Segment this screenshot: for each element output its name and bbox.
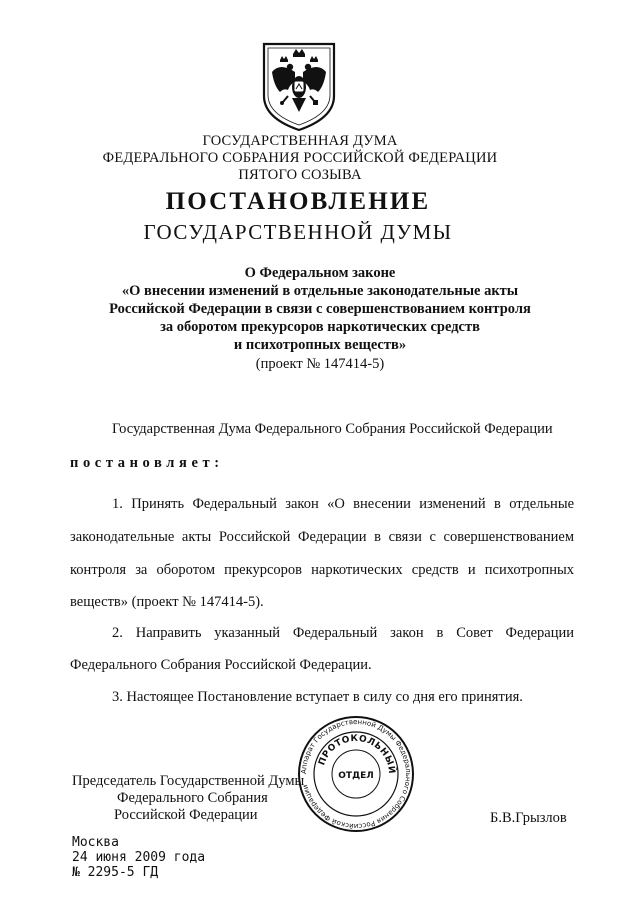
item1-line3: контроля за оборотом прекурсоров наркотических средств и психотропных [70,562,574,578]
signature-position-line1: Председатель Государственной Думы [72,773,305,789]
item3-text: 3. Настоящее Постановление вступает в силу со дня его принятия. [112,689,523,705]
header-line-convocation: ПЯТОГО СОЗЫВА [238,167,362,183]
subject-line-2: «О внесении изменений в отдельные законодательные акты [121,283,519,299]
stamp-middle-text: ПРОТОКОЛЬНЫЙ [317,733,397,775]
stamp-center-text: ОТДЕЛ [338,771,374,781]
item2-line2: Федерального Собрания Российской Федерации. [70,657,372,673]
footer-number: № 2295-5 ГД [72,865,159,880]
subject-line-4: за оборотом прекурсоров наркотических средств [160,319,480,335]
signature-position-line2: Федерального Собрания [117,790,268,806]
decrees-text: постановляет: [70,455,224,471]
signatory-name: Б.В.Грызлов [490,810,567,826]
header-line-assembly: ФЕДЕРАЛЬНОГО СОБРАНИЯ РОССИЙСКОЙ ФЕДЕРАЦИИ [102,150,498,166]
footer-city: Москва [72,835,119,850]
item1-line4: веществ» (проект № 147414-5). [70,594,264,610]
coat-of-arms-icon [258,40,340,134]
stamp-outer-text: Аппарат Государственной Думы Федерального Собрания Российской Федерации [299,717,413,831]
subject-project-number: (проект № 147414-5) [255,356,385,372]
header-line-duma: ГОСУДАРСТВЕННАЯ ДУМА [202,133,398,149]
subject-line-3: Российской Федерации в связи с совершенствованием контроля [109,301,531,317]
document-subtitle: ГОСУДАРСТВЕННОЙ ДУМЫ [143,220,453,244]
intro-text: Государственная Дума Федерального Собрания Российской Федерации [112,421,553,437]
subject-line-1: О Федеральном законе [244,265,396,281]
subject-line-5: и психотропных веществ» [233,337,407,353]
protocol-stamp [296,714,416,834]
item1-line1: 1. Принять Федеральный закон «О внесении изменений в отдельные [112,496,574,512]
item1-line2: законодательные акты Российской Федерации в связи с совершенствованием [70,529,574,545]
footer-date: 24 июня 2009 года [72,850,206,865]
document-title: ПОСТАНОВЛЕНИЕ [165,188,431,215]
signature-position-line3: Российской Федерации [114,807,258,823]
item2-line1: 2. Направить указанный Федеральный закон в Совет Федерации [112,625,574,641]
